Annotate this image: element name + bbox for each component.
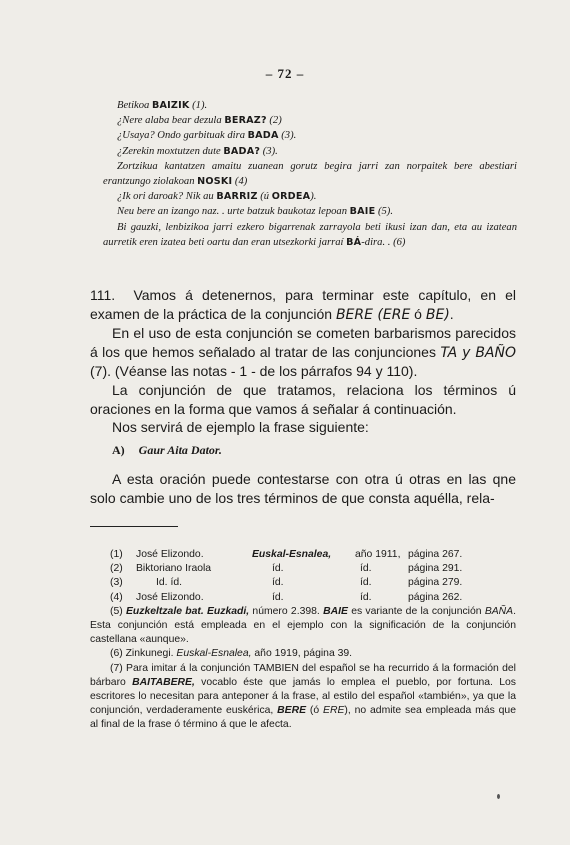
example-line: ¿Nere alaba bear dezula BERAZ? (2): [117, 115, 282, 127]
footnote-citation: (4) José Elizondo. íd. íd. página 262.: [110, 591, 463, 603]
example-line: ¿Usaya? Ondo garbituak dira BADA (3).: [117, 130, 297, 142]
paragraph: Nos servirá de ejemplo la frase siguiente:: [112, 419, 369, 436]
example-line: Zortzikua kantatzen amaitu zuanean gorutz begira jarri zan norpaitek bere abestiari erantzungo ziolakoan NOSKI (4): [103, 160, 517, 188]
section-111: [90, 286, 516, 437]
footnote-citation: (3) Id. íd. íd. íd. página 279.: [110, 577, 463, 589]
paragraph: En el uso de esta conjunción se cometen barbarismos parecidos á los que hemos señalado al tratar de las conjunciones TA y BAÑO (7). (Véanse las notas - 1 - de los párrafos 94 y 110).: [90, 325, 517, 380]
basque-examples: [103, 98, 517, 250]
example-line: ¿Zerekin moxtutzen dute BADA? (3).: [117, 145, 278, 157]
footnote-7: (7) Para imitar á la conjunción TAMBIEN del español se ha recurrido á la formación del bárbaro BAITABERE, vocablo éste que jamás lo emplea el pueblo, por fortuna. Los escritores lo necesitan para anteponer á la frase, al estilo del español «también», ya que la conjunción, verdaderamente euskérica, BERE (ó ERE), no admite sea empleada más que al final de la frase ó término á que le afecta.: [90, 662, 516, 731]
example-line: Betikoa BAIZIK (1).: [117, 100, 208, 111]
section-number: 111.: [90, 287, 116, 303]
example-sentence-a: [112, 443, 222, 458]
page-number: – 72 –: [265, 66, 305, 81]
footnote-5: (5) Euzkeltzale bat. Euzkadi, número 2.398. BAIE es variante de la conjunción BAÑA. Esta conjunción está empleada en el ejemplo con la significación de la conjunción castellana «aunque».: [90, 605, 516, 646]
footnote-citation: (1) José Elizondo. Euskal-Esnalea, año 1911, página 267.: [110, 549, 463, 560]
example-label: A): [112, 443, 125, 457]
footnote-rule: [90, 526, 178, 527]
paragraph: La conjunción de que tratamos, relaciona los términos ú oraciones en la forma que vamos á señalar á continuación.: [90, 381, 516, 417]
ink-spot: [497, 794, 500, 799]
example-line: Bi gauzki, lenbizikoa jarri ezkero bigarrenak zarrayola beti ikusi izan dan, eta au izatean aurretik eren izatea beti oartu dan eran utsezkorki jarraí BÁ-dira. . (6): [103, 221, 517, 248]
footnote-citation: (2) Biktoriano Iraola íd. íd. página 291.: [110, 563, 463, 575]
footnote-6: (6) Zinkunegi. Euskal-Esnalea, año 1919, página 39.: [110, 648, 353, 660]
example-sentence: Gaur Aita Dator.: [138, 443, 222, 457]
example-line: ¿Ik ori daroak? Nik au BARRIZ (ú ORDEA).: [117, 191, 317, 203]
continuation-paragraph: A esta oración puede contestarse con otra ú otras en las qne solo cambie uno de los tres términos de que consta aquélla, rela-: [90, 471, 516, 506]
footnotes: [90, 548, 516, 733]
example-line: Neu bere an izango naz. . urte batzuk baukotaz lepoan BAIE (5).: [117, 206, 393, 218]
paragraph: 111. Vamos á detenernos, para terminar este capítulo, en el examen de la práctica de la conjunción BERE (ERE ó BE).: [90, 287, 517, 323]
